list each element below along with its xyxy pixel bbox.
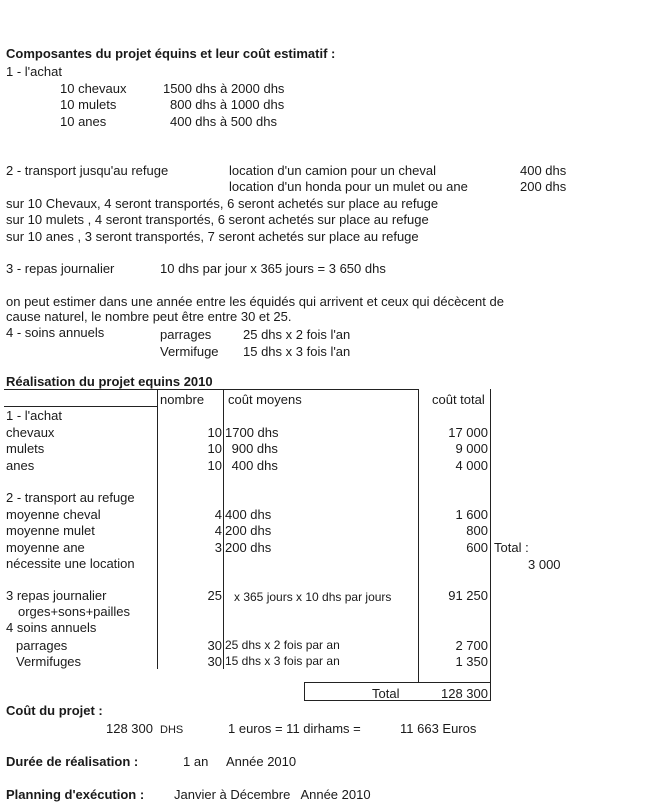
table-header-rule — [4, 406, 157, 407]
transport-note: sur 10 mulets , 4 seront transportés, 6 seront achetés sur place au refuge — [6, 212, 429, 227]
table-row-label: nécessite une location — [6, 556, 135, 571]
achat-price: 800 dhs à 1000 dhs — [170, 97, 285, 112]
table-row-total: 91 250 — [448, 588, 488, 603]
table-row-label: orges+sons+pailles — [18, 604, 131, 619]
table-row-cout: 200 dhs — [225, 523, 272, 538]
transport-note: sur 10 anes , 3 seront transportés, 7 seront achetés sur place au refuge — [6, 229, 419, 244]
table-row-cout: 1700 dhs — [225, 425, 279, 440]
table-row-label: 3 repas journalier — [6, 588, 107, 603]
table-row-label: moyenne ane — [6, 540, 85, 555]
table-row-total: 1 350 — [455, 654, 488, 669]
table-row-cout: 400 dhs — [228, 458, 278, 473]
cout-unit: DHS — [160, 724, 184, 736]
table-row-nombre: 10 — [207, 458, 222, 473]
cout-label: Coût du projet : — [6, 703, 103, 718]
soins-value: 25 dhs x 2 fois l'an — [243, 327, 351, 342]
planning-label: Planning d'exécution : — [6, 787, 145, 802]
table-row-total: 4 000 — [455, 458, 488, 473]
table-row-label: chevaux — [6, 425, 55, 440]
table-row-label: anes — [6, 458, 35, 473]
table-row-nombre: 25 — [207, 588, 222, 603]
table-row-label: moyenne cheval — [6, 507, 101, 522]
section2-title: Réalisation du projet equins 2010 — [6, 374, 213, 389]
achat-item: 10 chevaux — [60, 81, 127, 96]
transport-desc: location d'un honda pour un mulet ou ane — [229, 179, 468, 194]
repas-label: 3 - repas journalier — [6, 261, 115, 276]
section1-title: Composantes du projet équins et leur coût estimatif : — [6, 46, 336, 61]
achat-label: 1 - l'achat — [6, 64, 62, 79]
total-box-left — [304, 682, 305, 701]
table-row-cout: 400 dhs — [225, 507, 272, 522]
table-row-nombre: 10 — [207, 441, 222, 456]
header-cout-total: coût total — [432, 392, 485, 407]
table-divider — [418, 389, 419, 682]
table-row-nombre: 4 — [214, 507, 222, 522]
table-row-nombre: 30 — [207, 638, 222, 653]
side-total-value: 3 000 — [528, 557, 561, 572]
achat-price: 400 dhs à 500 dhs — [170, 114, 277, 129]
transport-price: 200 dhs — [520, 179, 567, 194]
table-row-total: 17 000 — [448, 425, 488, 440]
duree-year: Année 2010 — [226, 754, 297, 769]
table-row-nombre: 10 — [207, 425, 222, 440]
estimation-line: on peut estimer dans une année entre les équidés qui arrivent et ceux qui décècent de — [6, 294, 504, 309]
table-row-total: 800 — [466, 523, 488, 538]
transport-desc: location d'un camion pour un cheval — [229, 163, 437, 178]
table-row-cout: 900 dhs — [228, 441, 278, 456]
table-row-cout: 25 dhs x 2 fois par an — [225, 638, 340, 652]
cout-conversion: 1 euros = 11 dirhams = — [228, 721, 361, 736]
duree-value: 1 an — [183, 754, 209, 769]
table-row-nombre: 4 — [214, 523, 222, 538]
table-row-label: 2 - transport au refuge — [6, 490, 135, 505]
transport-note: sur 10 Chevaux, 4 seront transportés, 6 seront achetés sur place au refuge — [6, 196, 439, 211]
header-cout-moyen: coût moyens — [228, 392, 302, 407]
table-row-cout: x 365 jours x 10 dhs par jours — [234, 590, 392, 604]
table-row-nombre: 30 — [207, 654, 222, 669]
repas-value: 10 dhs par jour x 365 jours = 3 650 dhs — [160, 261, 386, 276]
table-top-border — [4, 389, 418, 390]
soins-item: parrages — [160, 327, 212, 342]
table-row-total: 9 000 — [455, 441, 488, 456]
planning-value: Janvier à Décembre Année 2010 — [174, 787, 371, 802]
table-row-nombre: 3 — [214, 540, 222, 555]
cout-euros: 11 663 Euros — [400, 721, 477, 736]
table-row-cout: 15 dhs x 3 fois par an — [225, 654, 340, 668]
duree-label: Durée de réalisation : — [6, 754, 139, 769]
header-nombre: nombre — [160, 392, 205, 407]
total-box-top — [304, 682, 490, 683]
achat-item: 10 mulets — [60, 97, 117, 112]
achat-item: 10 anes — [60, 114, 107, 129]
table-row-label: Vermifuges — [16, 654, 82, 669]
grand-total-label: Total — [372, 686, 400, 701]
estimation-line: cause naturel, le nombre peut être entre 30 et 25. — [6, 309, 292, 324]
soins-item: Vermifuge — [160, 344, 219, 359]
grand-total-value: 128 300 — [441, 686, 488, 701]
table-row-label: parrages — [16, 638, 68, 653]
table-row-total: 600 — [466, 540, 488, 555]
table-row-total: 2 700 — [455, 638, 488, 653]
table-divider — [157, 389, 158, 669]
table-row-label: 1 - l'achat — [6, 408, 62, 423]
table-right-border — [490, 389, 491, 701]
soins-label: 4 - soins annuels — [6, 325, 105, 340]
table-row-cout: 200 dhs — [225, 540, 272, 555]
achat-price: 1500 dhs à 2000 dhs — [163, 81, 285, 96]
table-row-label: moyenne mulet — [6, 523, 95, 538]
soins-value: 15 dhs x 3 fois l'an — [243, 344, 351, 359]
table-row-total: 1 600 — [455, 507, 488, 522]
table-row-label: 4 soins annuels — [6, 620, 97, 635]
cout-value: 128 300 — [106, 721, 153, 736]
table-divider — [223, 389, 224, 669]
table-row-label: mulets — [6, 441, 45, 456]
transport-label: 2 - transport jusqu'au refuge — [6, 163, 169, 178]
transport-price: 400 dhs — [520, 163, 567, 178]
side-total-label: Total : — [494, 540, 529, 555]
